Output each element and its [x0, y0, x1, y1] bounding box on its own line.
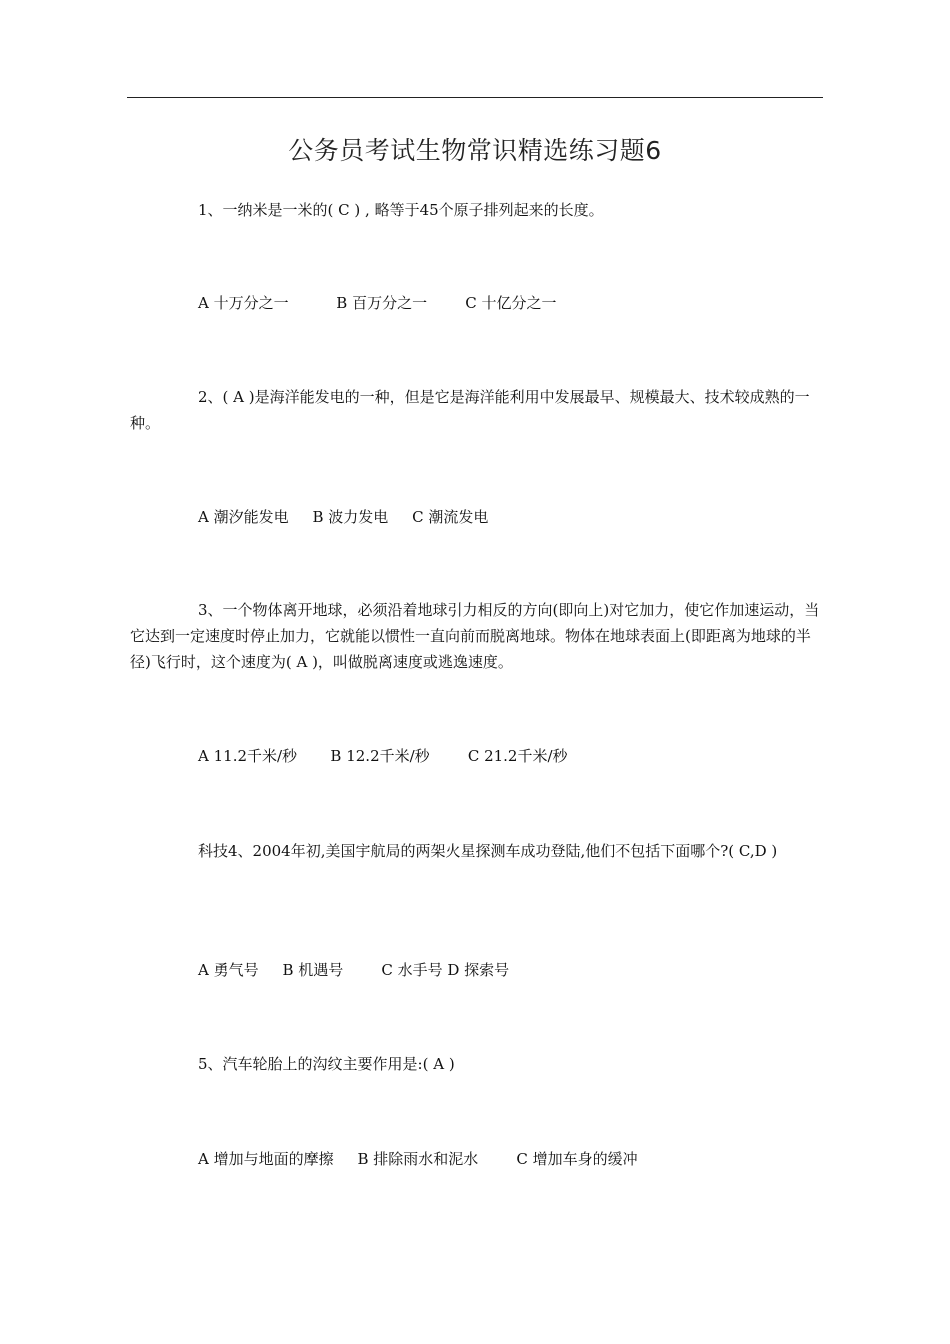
question-5-options: A 增加与地面的摩擦 B 排除雨水和泥水 C 增加车身的缓冲	[198, 1150, 638, 1168]
question-4-stem: 科技4、2004年初,美国宇航局的两架火星探测车成功登陆,他们不包括下面哪个?( C,D )	[198, 842, 778, 860]
document-title: 公务员考试生物常识精选练习题6	[288, 136, 662, 165]
question-4-options: A 勇气号 B 机遇号 C 水手号 D 探索号	[198, 961, 510, 979]
question-1-options: A 十万分之一 B 百万分之一 C 十亿分之一	[198, 294, 557, 312]
question-3-options: A 11.2千米/秒 B 12.2千米/秒 C 21.2千米/秒	[198, 747, 568, 765]
question-3-stem: 3、一个物体离开地球，必须沿着地球引力相反的方向(即向上)对它加力，使它作加速运动，当它达到一定速度时停止加力，它就能以惯性一直向前而脱离地球。物体在地球表面上(即距离为地球的半径)飞行时，这个速度为( A )，叫做脱离速度或逃逸速度。	[130, 601, 820, 671]
question-2-options: A 潮汐能发电 B 波力发电 C 潮流发电	[198, 508, 489, 526]
header-rule	[127, 97, 823, 98]
question-5-stem: 5、汽车轮胎上的沟纹主要作用是:( A )	[198, 1055, 455, 1073]
question-2-stem: 2、( A )是海洋能发电的一种，但是它是海洋能利用中发展最早、规模最大、技术较成熟的一种。	[130, 388, 810, 432]
question-1-stem: 1、一纳米是一米的( C ) , 略等于45个原子排列起来的长度。	[198, 201, 604, 219]
